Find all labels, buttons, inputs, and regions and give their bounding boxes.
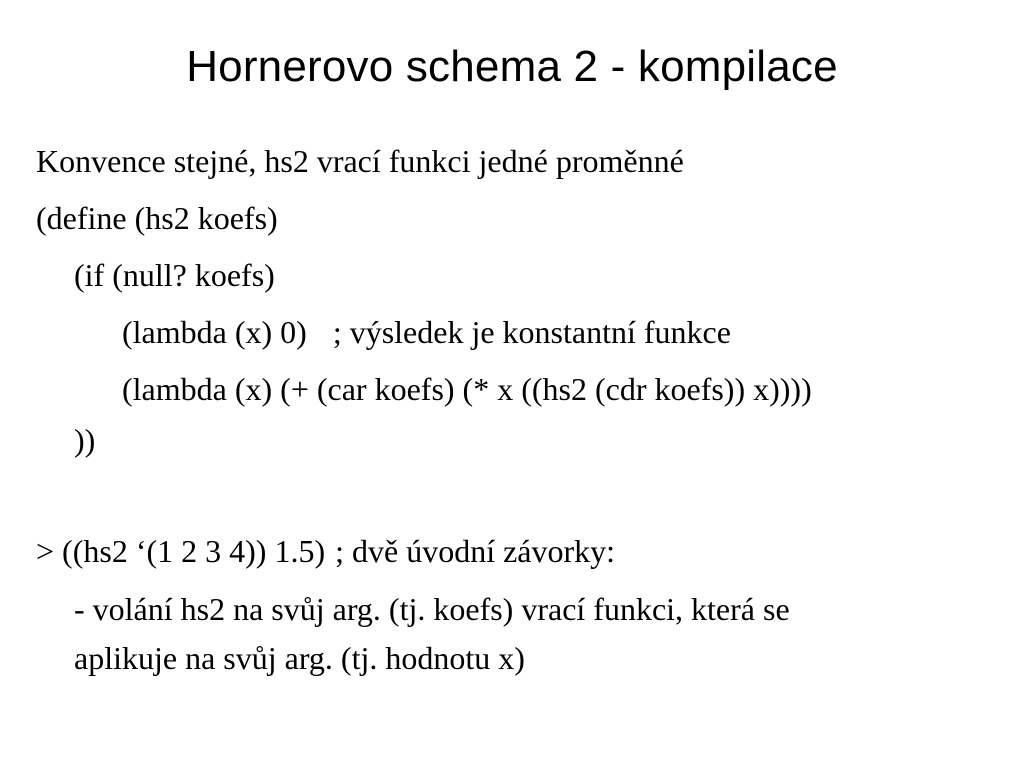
code-define-line: (define (hs2 koefs) [36,200,278,236]
code-lambda-base-line [122,313,731,351]
example-call: > ((hs2 ‘(1 2 3 4)) 1.5) [36,533,326,569]
example-call-line [36,532,615,570]
convention-text: Konvence stejné, hs2 vrací funkci jedné proměnné [36,143,684,179]
example-note-line-2: aplikuje na svůj arg. (tj. hodnotu x) [74,640,525,676]
code-lambda-base: (lambda (x) 0) [122,314,307,350]
code-close-line: )) [74,422,96,458]
example-call-comment: ; dvě úvodní závorky: [335,533,616,569]
example-note-line-1: - volání hs2 na svůj arg. (tj. koefs) vrací funkci, která se [74,591,790,627]
code-if-line: (if (null? koefs) [74,257,275,293]
slide-title: Hornerovo schema 2 - kompilace [186,42,838,91]
code-lambda-base-comment: ; výsledek je konstantní funkce [332,314,731,350]
code-lambda-rec-line: (lambda (x) (+ (car koefs) (* x ((hs2 (cdr koefs)) x)))) [122,371,812,407]
